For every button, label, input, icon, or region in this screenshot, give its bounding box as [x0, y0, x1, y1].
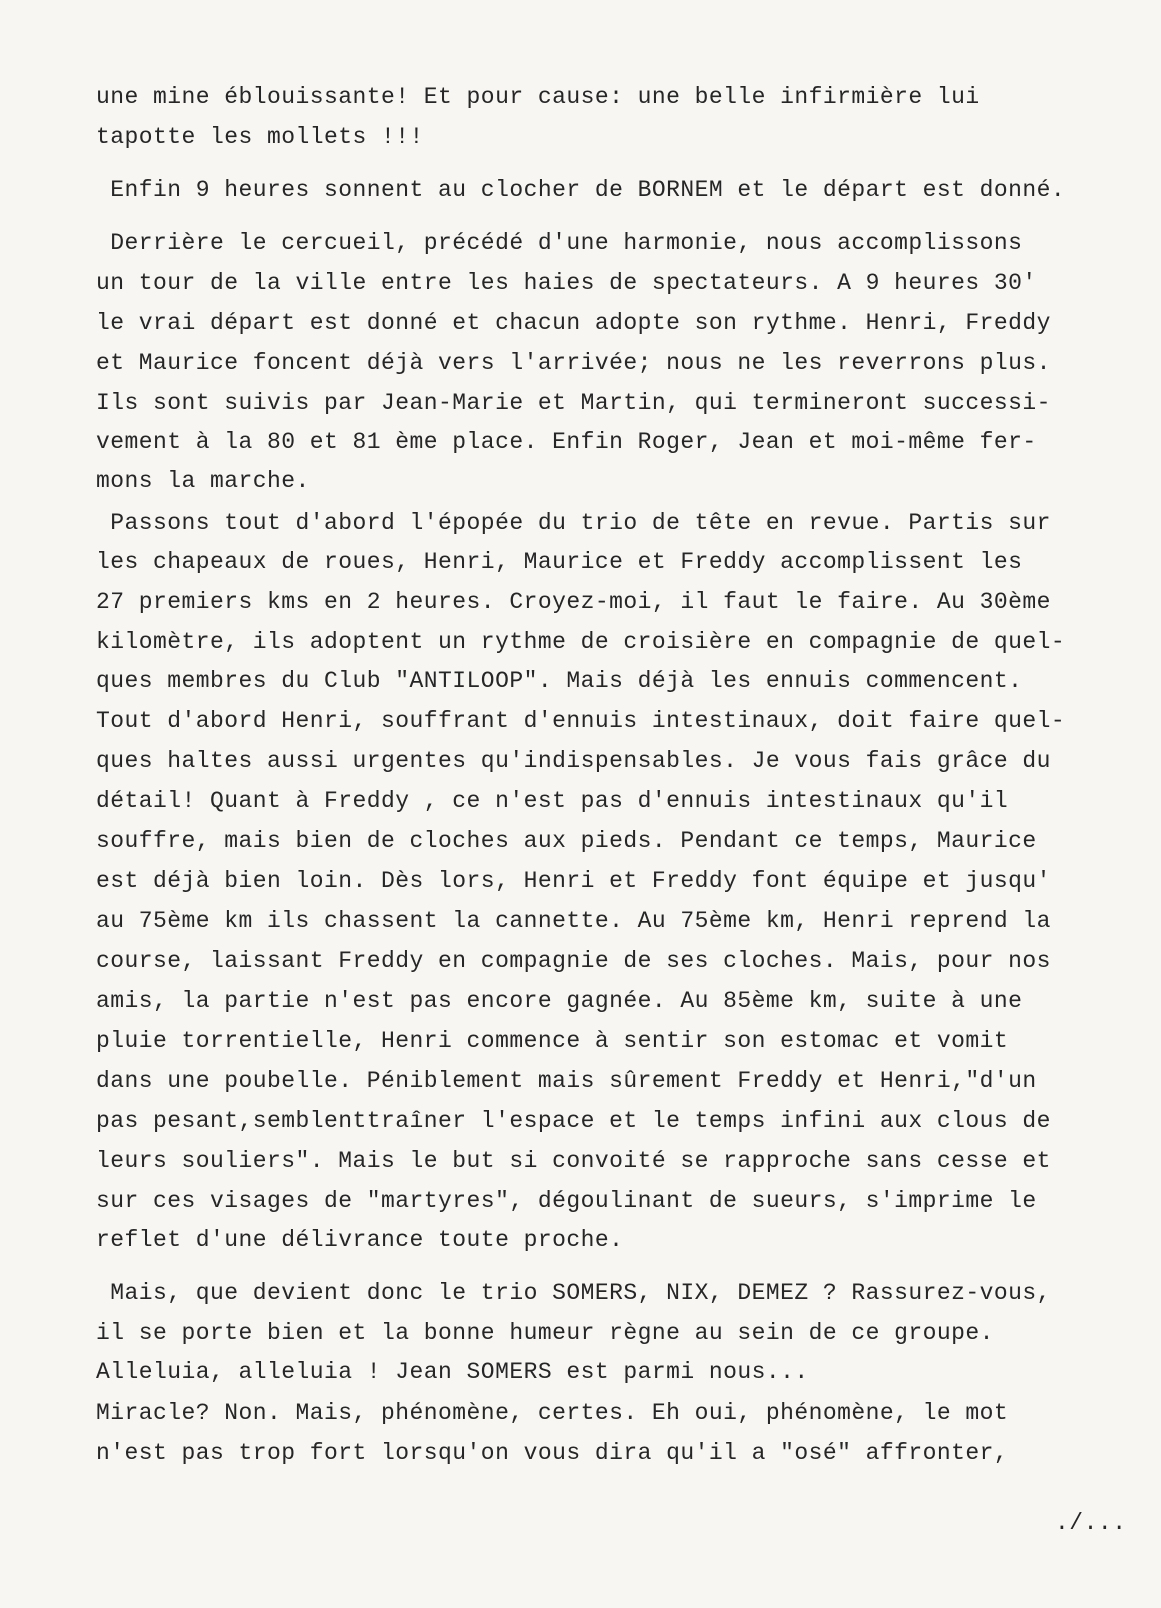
text-line: Alleluia, alleluia ! Jean SOMERS est parmi nous...	[96, 1359, 809, 1385]
text-line: Enfin 9 heures sonnent au clocher de BORNEM et le départ est donné.	[96, 177, 1066, 203]
continuation-mark: ./...	[1055, 1510, 1127, 1536]
text-line: pluie torrentielle, Henri commence à sentir son estomac et vomit	[96, 1028, 1009, 1054]
text-line: leurs souliers". Mais le but si convoité se rapproche sans cesse et	[96, 1148, 1051, 1174]
text-line: reflet d'une délivrance toute proche.	[96, 1227, 624, 1253]
text-line: 27 premiers kms en 2 heures. Croyez-moi, il faut le faire. Au 30ème	[96, 589, 1051, 615]
text-line: Tout d'abord Henri, souffrant d'ennuis intestinaux, doit faire quel-	[96, 708, 1066, 734]
text-line: Mais, que devient donc le trio SOMERS, NIX, DEMEZ ? Rassurez-vous,	[96, 1280, 1051, 1306]
text-line: amis, la partie n'est pas encore gagnée. Au 85ème km, suite à une	[96, 988, 1023, 1014]
text-line: tapotte les mollets !!!	[96, 124, 424, 150]
text-line: une mine éblouissante! Et pour cause: une belle infirmière lui	[96, 84, 980, 110]
text-line: souffre, mais bien de cloches aux pieds. Pendant ce temps, Maurice	[96, 828, 1037, 854]
text-line: kilomètre, ils adoptent un rythme de croisière en compagnie de quel-	[96, 629, 1066, 655]
text-line: course, laissant Freddy en compagnie de ses cloches. Mais, pour nos	[96, 948, 1051, 974]
text-line: Passons tout d'abord l'épopée du trio de tête en revue. Partis sur	[96, 510, 1051, 536]
text-line: et Maurice foncent déjà vers l'arrivée; nous ne les reverrons plus.	[96, 350, 1051, 376]
text-line: mons la marche.	[96, 468, 310, 494]
text-line: le vrai départ est donné et chacun adopte son rythme. Henri, Freddy	[96, 310, 1051, 336]
text-line: Derrière le cercueil, précédé d'une harmonie, nous accomplissons	[96, 230, 1023, 256]
text-line: Miracle? Non. Mais, phénomène, certes. Eh oui, phénomène, le mot	[96, 1400, 1009, 1426]
text-line: pas pesant,semblenttraîner l'espace et le temps infini aux clous de	[96, 1108, 1051, 1134]
text-line: ques membres du Club "ANTILOOP". Mais déjà les ennuis commencent.	[96, 668, 1023, 694]
text-line: ques haltes aussi urgentes qu'indispensables. Je vous fais grâce du	[96, 748, 1051, 774]
text-line: au 75ème km ils chassent la cannette. Au 75ème km, Henri reprend la	[96, 908, 1051, 934]
text-line: est déjà bien loin. Dès lors, Henri et Freddy font équipe et jusqu'	[96, 868, 1051, 894]
text-line: sur ces visages de "martyres", dégoulinant de sueurs, s'imprime le	[96, 1188, 1037, 1214]
text-line: n'est pas trop fort lorsqu'on vous dira qu'il a "osé" affronter,	[96, 1440, 1009, 1466]
text-line: un tour de la ville entre les haies de spectateurs. A 9 heures 30'	[96, 270, 1037, 296]
text-line: les chapeaux de roues, Henri, Maurice et Freddy accomplissent les	[96, 549, 1023, 575]
text-line: Ils sont suivis par Jean-Marie et Martin, qui termineront successi-	[96, 390, 1051, 416]
text-line: il se porte bien et la bonne humeur règne au sein de ce groupe.	[96, 1320, 994, 1346]
text-line: détail! Quant à Freddy , ce n'est pas d'ennuis intestinaux qu'il	[96, 788, 1009, 814]
text-line: vement à la 80 et 81 ème place. Enfin Roger, Jean et moi-même fer-	[96, 429, 1037, 455]
text-line: dans une poubelle. Péniblement mais sûrement Freddy et Henri,"d'un	[96, 1068, 1037, 1094]
